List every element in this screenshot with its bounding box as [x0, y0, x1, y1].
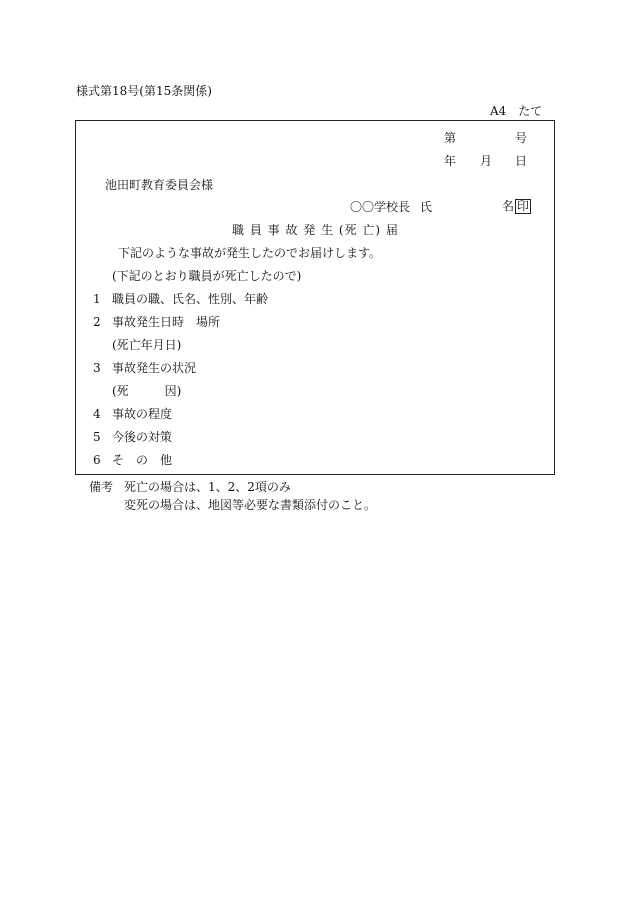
sender-name-shi: 氏 — [420, 200, 433, 214]
item-1-number: 1 — [93, 292, 101, 306]
date-day: 日 — [515, 154, 528, 168]
item-1-text: 職員の職、氏名、性別、年齢 — [112, 292, 269, 306]
item-5-number: 5 — [93, 430, 101, 444]
paper-size-note: A4 たて — [490, 104, 543, 118]
addressee: 池田町教育委員会様 — [105, 178, 214, 192]
item-4-number: 4 — [93, 407, 101, 421]
doc-number-go: 号 — [515, 131, 528, 145]
item-2-number: 2 — [93, 315, 101, 329]
item-5-text: 今後の対策 — [112, 430, 173, 444]
document-title: 職 員 事 故 発 生 (死 亡) 届 — [232, 223, 399, 237]
seal-mark: 印 — [517, 199, 530, 213]
item-6-number: 6 — [93, 453, 101, 467]
item-3-subnote: (死 因) — [112, 384, 182, 398]
item-4-text: 事故の程度 — [112, 407, 173, 421]
item-2-text: 事故発生日時 場所 — [112, 315, 221, 329]
intro-line-2: (下記のとおり職員が死亡したので) — [112, 269, 302, 283]
doc-number-dai: 第 — [444, 131, 457, 145]
remarks-line-2: 変死の場合は、地図等必要な書類添付のこと。 — [124, 498, 377, 512]
form-label: 様式第18号(第15条関係) — [76, 84, 212, 98]
item-2-subnote: (死亡年月日) — [112, 338, 182, 352]
sender-name-field — [502, 199, 531, 214]
remarks-line-1: 死亡の場合は、1、2、2項のみ — [124, 480, 291, 494]
item-6-text: そ の 他 — [112, 453, 173, 467]
intro-line-1: 下記のような事故が発生したのでお届けします。 — [118, 246, 382, 260]
item-3-text: 事故発生の状況 — [112, 361, 197, 375]
sender-title: 〇〇学校長 — [350, 200, 411, 214]
date-year: 年 — [444, 154, 457, 168]
date-month: 月 — [480, 154, 493, 168]
sender-name-mei: 名 — [502, 199, 515, 213]
remarks-label: 備考 — [89, 480, 114, 494]
item-3-number: 3 — [93, 361, 101, 375]
